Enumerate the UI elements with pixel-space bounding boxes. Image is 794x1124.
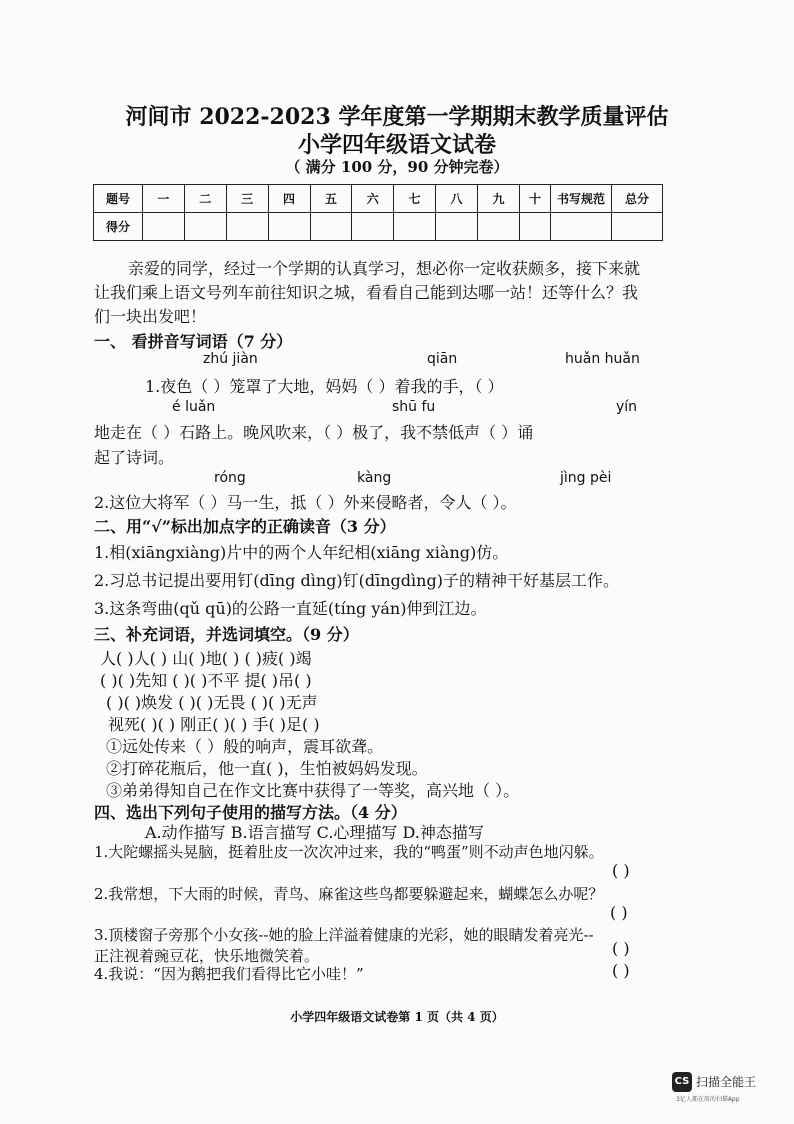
scanner-name: 扫描全能王 xyxy=(696,1075,757,1089)
score-input-cell[interactable] xyxy=(478,213,520,241)
score-cell: 书写规范 xyxy=(551,185,612,213)
score-input-cell[interactable] xyxy=(184,213,226,241)
score-cell: 得分 xyxy=(94,213,143,241)
score-cell: 三 xyxy=(226,185,268,213)
scanner-watermark xyxy=(672,1070,768,1104)
score-cell: 八 xyxy=(436,185,478,213)
score-input-cell[interactable] xyxy=(226,213,268,241)
section1-line3: 起了诗词。 xyxy=(94,448,175,467)
section2-item: 3.这条弯曲(qǔ qū)的公路一直延(tíng yán)伸到江边。 xyxy=(94,599,487,618)
score-cell: 题号 xyxy=(94,185,143,213)
score-cell: 总分 xyxy=(612,185,663,213)
title-line2: 小学四年级语文试卷 xyxy=(297,132,496,158)
fill-question: ②打碎花瓶后，他一直( )，生怕被妈妈发现。 xyxy=(106,759,428,778)
section2-heading: 二、用“√”标出加点字的正确读音（3 分） xyxy=(94,517,396,536)
section4-item: 2.我常想，下大雨的时候，青鸟、麻雀这些鸟都要躲避起来，蝴蝶怎么办呢？ xyxy=(94,885,604,903)
pinyin: jìng pèi xyxy=(560,470,612,486)
score-table-score-row xyxy=(94,213,663,241)
intro-line3: 们一块出发吧！ xyxy=(94,307,207,326)
section1-line1: 1.夜色（ ）笼罩了大地，妈妈（ ）着我的手，（ ） xyxy=(145,377,504,396)
title-line3: （ 满分 100 分，90 分钟完卷） xyxy=(285,158,509,176)
score-cell: 九 xyxy=(478,185,520,213)
scanner-tagline: 3亿人都在用的扫描App xyxy=(676,1096,740,1103)
section2-item: 2.习总书记提出要用钉(dīng dìng)钉(dīngdìng)子的精神干好基层工作。 xyxy=(94,571,619,590)
pinyin: zhú jiàn xyxy=(203,351,258,367)
score-cell: 六 xyxy=(352,185,394,213)
section4-item: 正注视着豌豆花，快乐地微笑着。 xyxy=(94,947,320,965)
pinyin: kàng xyxy=(357,470,392,486)
score-input-cell[interactable] xyxy=(520,213,551,241)
fill-question: ①远处传来（ ）般的响声，震耳欲聋。 xyxy=(106,737,384,756)
intro-line1: 亲爱的同学，经过一个学期的认真学习，想必你一定收获颇多，接下来就 xyxy=(128,259,641,278)
section3-heading: 三、补充词语，并选词填空。（9 分） xyxy=(94,625,359,644)
section4-heading: 四、选出下列句子使用的描写方法。（4 分） xyxy=(94,803,407,822)
score-table xyxy=(93,184,663,241)
page-footer: 小学四年级语文试卷第 1 页（共 4 页） xyxy=(290,1010,504,1024)
score-cell: 二 xyxy=(184,185,226,213)
score-cell: 五 xyxy=(310,185,352,213)
pinyin: shū fu xyxy=(392,399,436,415)
answer-blank[interactable]: ( ) xyxy=(610,903,628,922)
score-cell: 四 xyxy=(268,185,310,213)
score-cell: 七 xyxy=(394,185,436,213)
fill-question: ③弟弟得知自己在作文比赛中获得了一等奖，高兴地（ ）。 xyxy=(106,781,520,800)
score-input-cell[interactable] xyxy=(310,213,352,241)
answer-blank[interactable]: ( ) xyxy=(612,861,630,880)
word-row: 人( )人( ) 山( )地( ) ( )疲( )竭 xyxy=(100,649,312,668)
section1-heading: 一、 看拼音写词语（7 分） xyxy=(94,332,293,351)
pinyin: qiān xyxy=(427,351,458,367)
score-input-cell[interactable] xyxy=(268,213,310,241)
score-input-cell[interactable] xyxy=(551,213,612,241)
intro-line2: 让我们乘上语文号列车前往知识之城，看看自己能到达哪一站！还等什么？我 xyxy=(94,283,639,302)
score-cell: 十 xyxy=(520,185,551,213)
score-input-cell[interactable] xyxy=(436,213,478,241)
pinyin: huǎn huǎn xyxy=(565,351,640,367)
title-line1: 河间市 2022-2023 学年度第一学期期末教学质量评估 xyxy=(125,104,669,130)
score-input-cell[interactable] xyxy=(394,213,436,241)
section4-options: A.动作描写 B.语言描写 C.心理描写 D.神态描写 xyxy=(145,823,484,842)
pinyin: é luǎn xyxy=(172,399,216,415)
score-input-cell[interactable] xyxy=(612,213,663,241)
word-row: ( )( )焕发 ( )( )无畏 ( )( )无声 xyxy=(106,693,318,712)
section4-item: 1.大陀螺摇头晃脑，挺着肚皮一次次冲过来，我的“鸭蛋”则不动声色地闪躲。 xyxy=(94,843,604,861)
word-row: ( )( )先知 ( )( )不平 提( )吊( ) xyxy=(100,671,312,690)
section1-line2: 地走在（ ）石路上。晚风吹来，（ ）极了，我不禁低声（ ）诵 xyxy=(94,423,534,442)
section2-item: 1.相(xiāngxiàng)片中的两个人年纪相(xiāng xiàng)仿。 xyxy=(94,543,509,562)
section4-item: 4.我说：“因为鹅把我们看得比它小哇！” xyxy=(94,965,364,983)
section4-item: 3.顶楼窗子旁那个小女孩--她的脸上洋溢着健康的光彩，她的眼睛发着亮光-- xyxy=(94,926,594,944)
scanner-logo-icon: CS xyxy=(672,1072,692,1092)
score-cell: 一 xyxy=(143,185,185,213)
score-table-header-row xyxy=(94,185,663,213)
answer-blank[interactable]: ( ) xyxy=(612,961,630,980)
score-input-cell[interactable] xyxy=(352,213,394,241)
word-row: 视死( )( ) 刚正( )( ) 手( )足( ) xyxy=(108,715,320,734)
score-input-cell[interactable] xyxy=(143,213,185,241)
section1-line4: 2.这位大将军（ ）马一生，抵（ ）外来侵略者，令人（ ）。 xyxy=(94,493,517,512)
pinyin: róng xyxy=(214,470,246,486)
pinyin: yín xyxy=(616,399,638,415)
answer-blank[interactable]: ( ) xyxy=(612,939,630,958)
